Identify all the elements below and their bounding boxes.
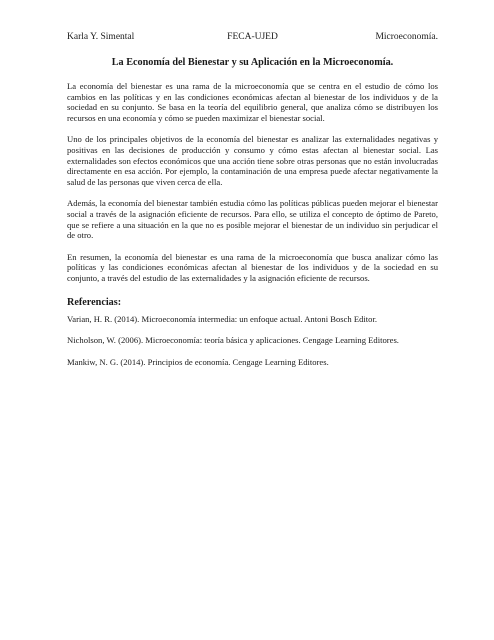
reference-item-2: Nicholson, W. (2006). Microeconomía: teoría básica y aplicaciones. Cengage Learning Editores.: [67, 335, 399, 346]
page-header: [67, 30, 438, 44]
references-heading: Referencias:: [67, 296, 122, 308]
paragraph-2: Uno de los principales objetivos de la economía del bienestar es analizar las externalidades negativas y positivas en las decisiones de producción y consumo y cómo estas afectan al bienestar social. Las externalidades son efectos económicos que una acción tiene sobre otras personas que no están involucradas directamente en esa acción. Por ejemplo, la contaminación de una empresa puede afectar negativamente la salud de las personas que viven cerca de ella.: [67, 134, 438, 187]
header-subject: Microeconomía.: [375, 32, 438, 42]
paragraph-1: La economía del bienestar es una rama de la microeconomía que se centra en el estudio de cómo los cambios en las políticas y en las condiciones económicas afectan al bienestar de los individuos y de la sociedad en su conjunto. Se basa en la teoría del equilibrio general, que analiza cómo se distribuyen los recursos en una economía y cómo se pueden maximizar el bienestar social.: [67, 81, 438, 123]
paragraph-3: Además, la economía del bienestar también estudia cómo las políticas públicas pueden mejorar el bienestar social a través de la asignación eficiente de recursos. Para ello, se utiliza el concepto de óptimo de Pareto, que se refiere a una situación en la que no es posible mejorar el bienestar de un individuo sin perjudicar el de otro.: [67, 198, 438, 241]
reference-item-1: Varian, H. R. (2014). Microeconomía intermedia: un enfoque actual. Antoni Bosch Editor.: [67, 313, 378, 324]
paragraph-4: En resumen, la economía del bienestar es una rama de la microeconomía que busca analizar cómo las políticas y las condiciones económicas afectan al bienestar de los individuos y de la sociedad en su conjunto, a través del estudio de las externalidades y la asignación eficiente de recursos.: [67, 251, 438, 283]
document-title: La Economía del Bienestar y su Aplicación en la Microeconomía.: [111, 57, 394, 68]
header-author: Karla Y. Simental: [67, 32, 135, 42]
document-body: [67, 56, 438, 378]
reference-item-3: Mankiw, N. G. (2014). Principios de economía. Cengage Learning Editores.: [67, 356, 329, 367]
header-institution: FECA-UJED: [227, 32, 278, 42]
